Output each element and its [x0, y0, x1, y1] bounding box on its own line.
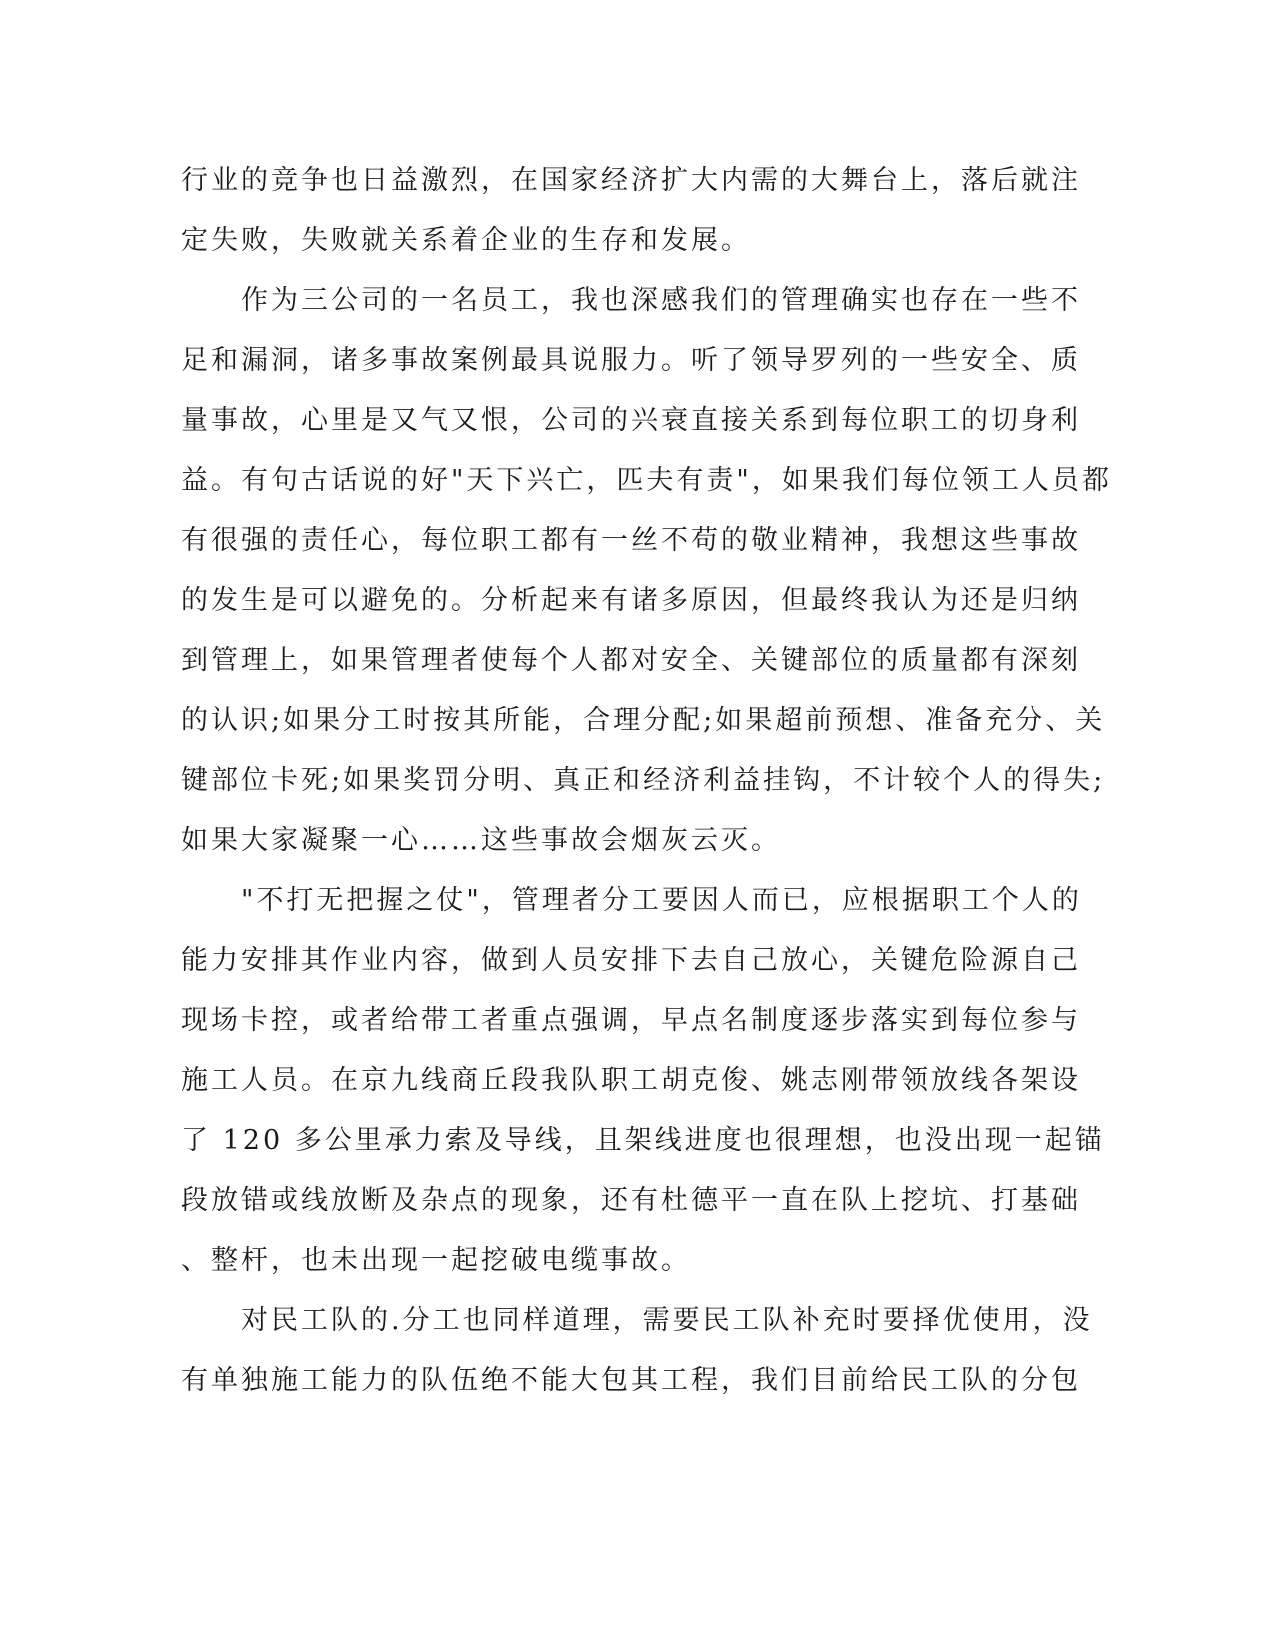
text-line: 施工人员。在京九线商丘段我队职工胡克俊、姚志刚带领放线各架设 — [181, 1065, 1081, 1096]
text-line: 段放错或线放断及杂点的现象，还有杜德平一直在队上挖坑、打基础 — [181, 1185, 1081, 1216]
text-line: 键部位卡死;如果奖罚分明、真正和经济利益挂钩，不计较个人的得失; — [181, 765, 1106, 796]
text-line: 的认识;如果分工时按其所能，合理分配;如果超前预想、准备充分、关 — [181, 705, 1106, 736]
text-line: 、整杆，也未出现一起挖破电缆事故。 — [181, 1245, 691, 1276]
body-text — [181, 158, 1112, 1418]
paragraph-start-line: 对民工队的.分工也同样道理，需要民工队补充时要择优使用，没 — [181, 1305, 1093, 1336]
paragraph-start-line: "不打无把握之仗"，管理者分工要因人而已，应根据职工个人的 — [181, 885, 1082, 916]
text-line: 有很强的责任心，每位职工都有一丝不苟的敬业精神，我想这些事故 — [181, 525, 1081, 556]
text-line: 益。有句古话说的好"天下兴亡，匹夫有责"，如果我们每位领工人员都 — [181, 465, 1112, 496]
text-line: 如果大家凝聚一心……这些事故会烟灰云灭。 — [181, 825, 781, 856]
text-line: 有单独施工能力的队伍绝不能大包其工程，我们目前给民工队的分包 — [181, 1365, 1081, 1396]
text-line: 的发生是可以避免的。分析起来有诸多原因，但最终我认为还是归纳 — [181, 585, 1081, 616]
text-line: 了 120 多公里承力索及导线，且架线进度也很理想，也没出现一起锚 — [181, 1125, 1105, 1156]
text-line: 行业的竞争也日益激烈，在国家经济扩大内需的大舞台上，落后就注 — [181, 165, 1081, 196]
paragraph-start-line: 作为三公司的一名员工，我也深感我们的管理确实也存在一些不 — [181, 285, 1081, 316]
text-line: 量事故，心里是又气又恨，公司的兴衰直接关系到每位职工的切身利 — [181, 405, 1081, 436]
text-line: 定失败，失败就关系着企业的生存和发展。 — [181, 225, 751, 256]
text-line: 足和漏洞，诸多事故案例最具说服力。听了领导罗列的一些安全、质 — [181, 345, 1081, 376]
text-line: 能力安排其作业内容，做到人员安排下去自己放心，关键危险源自己 — [181, 945, 1081, 976]
text-line: 现场卡控，或者给带工者重点强调，早点名制度逐步落实到每位参与 — [181, 1005, 1081, 1036]
text-line: 到管理上，如果管理者使每个人都对安全、关键部位的质量都有深刻 — [181, 645, 1081, 676]
